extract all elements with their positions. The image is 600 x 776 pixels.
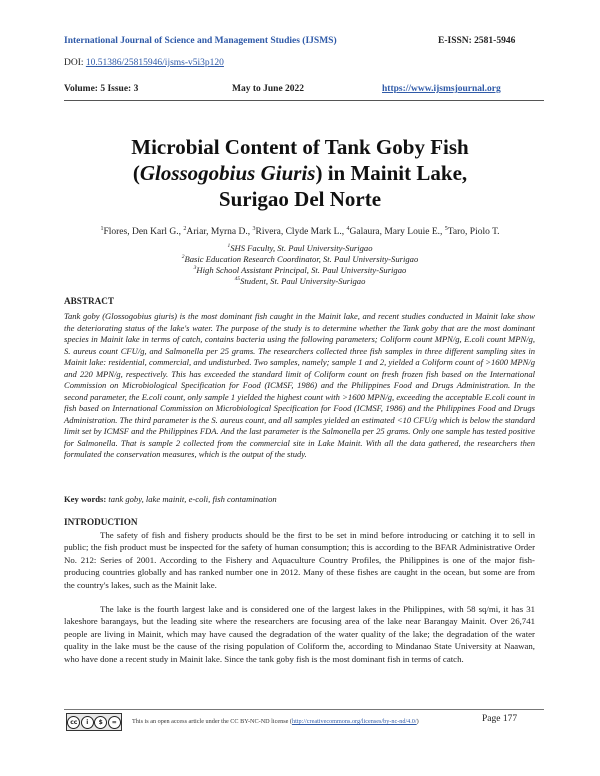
affiliation: $^1$SHS Faculty, St. Paul University-Surigao [227, 242, 373, 253]
cc-license-badge[interactable] [66, 713, 122, 731]
title-line-2: (Glossogobius Giuris) in Mainit Lake, [132, 161, 468, 185]
issue-dates: May to June 2022 [232, 84, 305, 94]
title-line-3: Surigao Del Norte [218, 187, 382, 211]
author: $^3$Rivera, Clyde Mark L., [252, 226, 347, 238]
nd-icon: = [108, 716, 121, 729]
intro-paragraph-2: The lake is the fourth largest lake and is considered one of the largest lakes in the Philippines, with 58 sq/mi, it has 31 lakeshore barangays, but the leading site where the researchers are focusing area of the lake near Barangay Mainit. Over 26,741 people are living in Mainit, which may have caused the degradation of the water quality of the lake; the degradation of the water quality in the lake must be the cause of the rising population of Coliform the, according to Mindanao State University at Naawan, who have done a recent study in Mainit lake. Since the tank goby fish is the most dominant fish in terms of catch. [64, 604, 535, 664]
doi-label: DOI: [64, 58, 84, 68]
keywords [64, 494, 277, 504]
abstract-text: Tank goby (Glossogobius giuris) is the most dominant fish caught in the Mainit lake, and recent studies conducted in Mainit lake show the deteriorating status of the lake's water. The purpose of the study is to determine whether the Tank goby that are the most dominant species in Mainit lake in terms of catch, contains bacteria using the following parameters; Coliform count MPN/g, E.coli count MPN/g, S. aureus count CFU/g, and Salmonella per 25 grams. The researchers collected three fish samples in three different sampling sites in Mainit lake: residential, commercial, and undisturbed. Two samples, namely; sample 1 and 2, yielded a Coliform count of >1600 MPN/g and 220 MPN/g, respectively. This has exceeded the standard limit of Coliform count on fresh frozen fish based on the International Commission on Microbiological Specification for Food (ICMSF, 1986) and the Philippines Food and Drugs Administration. In the second parameter, the E.coli count, only sample 1 yielded the highest count with >1600 MPN/g, exceeding the acceptable E.coli count in fish based on International Commission on Microbiological Specification for Food (ICMSF, 1986) and the Philippines Food and Drugs Administration. The third parameter is the S. aureus count, and all samples yielded an estimated <10 CFU/g which is below the standard limit set by ICMSF and the Philippines FDA. And the last parameter is the Salmonella per 25 grams. Only one sample has tested positive for Salmonella. That is sample 2 collected from the commercial site in Lake Mainit. With all the data gathered, the researchers then formulated the conservation measures, which is the output of the study. [64, 311, 535, 459]
journal-url-link[interactable]: https://www.ijsmsjournal.org [382, 84, 501, 94]
author: $^4$Galaura, Mary Louie E., [346, 226, 445, 238]
author: $^1$Flores, Den Karl G., [100, 226, 184, 238]
header-divider [64, 100, 544, 101]
volume-issue: Volume: 5 Issue: 3 [64, 84, 139, 94]
affiliation: $^3$High School Assistant Principal, St. Paul University-Surigao [193, 264, 407, 275]
abstract-heading: ABSTRACT [64, 296, 115, 306]
author-list [64, 226, 536, 237]
introduction-heading: INTRODUCTION [64, 517, 138, 527]
keywords-text: tank goby, lake mainit, e-coli, fish contamination [106, 494, 277, 504]
license-link[interactable]: http://creativecommons.org/licenses/by-nc-nd/4.0/ [291, 718, 417, 725]
intro-paragraph-1: The safety of fish and fishery products should be the first to be set in mind before introducing or catching it to sell in public; the fish product must be inspected for the safety of human consumption; this is according to the BFAR Administrative Order No. 212: Series of 2001. According to the Fishery and Aquaculture Country Profiles, the Philippines is one of the major fish-producing countries globally and has ranked number one in 2012. Many of these fishes are caught in the ocean, but some are from the country's lakes, such as the Mainit lake. [64, 530, 535, 590]
title-line-1: Microbial Content of Tank Goby Fish [131, 135, 469, 159]
author: $^2$Ariar, Myrna D., [183, 226, 253, 238]
title-species: Glossogobius Giuris [139, 161, 316, 185]
cc-icon: cc [67, 716, 80, 729]
paper-title [64, 134, 536, 212]
keywords-label: Key words: [64, 494, 107, 504]
doi-link[interactable]: 10.51386/25815946/ijsms-v5i3p120 [85, 58, 224, 68]
license-text: This is an open access article under the CC BY-NC-ND license (http://creativecommons.org/licenses/by-nc-nd/4.0/) [132, 718, 419, 725]
page-number: Page 177 [482, 714, 518, 724]
affiliation: $^2$Basic Education Research Coordinator, St. Paul University-Surigao [181, 253, 419, 264]
issn: E-ISSN: 2581-5946 [438, 36, 516, 46]
author: $^5$Taro, Piolo T. [444, 226, 500, 238]
by-icon: i [81, 716, 94, 729]
journal-name: International Journal of Science and Management Studies (IJSMS) [64, 36, 337, 46]
doi-line [64, 58, 224, 68]
footer-divider [64, 709, 544, 710]
affiliation: $^{45}$Student, St. Paul University-Surigao [234, 275, 366, 286]
nc-icon: $ [94, 716, 107, 729]
